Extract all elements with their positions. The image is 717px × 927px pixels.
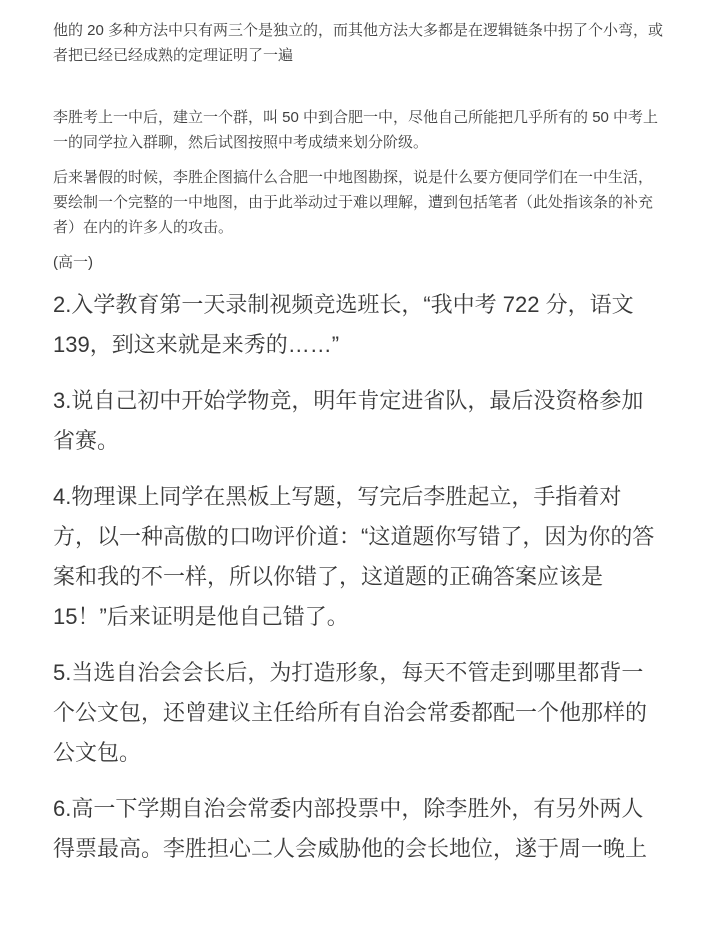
section-label: (高一) — [53, 254, 93, 271]
intro-paragraph-2: 李胜考上一中后，建立一个群，叫 50 中到合肥一中，尽他自己所能把几乎所有的 50 中考上一的同学拉入群聊，然后试图按照中考成绩来划分阶级。 — [53, 109, 659, 151]
list-item-3: 3.说自己初中开始学物竞，明年肯定进省队，最后没资格参加省赛。 — [53, 388, 644, 453]
list-item-5: 5.当选自治会会长后，为打造形象，每天不管走到哪里都背一个公文包，还曾建议主任给所有自治会常委都配一个他那样的公文包。 — [53, 660, 648, 765]
intro-section — [53, 18, 665, 275]
list-item-6: 6.高一下学期自治会常委内部投票中，除李胜外，有另外两人得票最高。李胜担心二人会威胁他的会长地位，遂于周一晚上 — [53, 796, 648, 861]
intro-paragraph-3: 后来暑假的时候，李胜企图搞什么合肥一中地图勘探，说是什么要方便同学们在一中生活，要绘制一个完整的一中地图，由于此举动过于难以理解，遭到包括笔者（此处指该条的补充者）在内的许多人的攻击。 — [53, 169, 654, 236]
list-item-4: 4.物理课上同学在黑板上写题，写完后李胜起立，手指着对方，以一种高傲的口吻评价道：“这道题你写错了，因为你的答案和我的不一样，所以你错了，这道题的正确答案应该是 15！”后来证明是他自己错了。 — [53, 484, 655, 629]
anecdote-list — [53, 285, 665, 869]
intro-paragraph-1: 他的 20 多种方法中只有两三个是独立的，而其他方法大多都是在逻辑链条中拐了个小弯，或者把已经已经成熟的定理证明了一遍 — [53, 22, 664, 64]
list-item-2: 2.入学教育第一天录制视频竞选班长，“我中考 722 分，语文 139，到这来就是来秀的……” — [53, 292, 634, 357]
